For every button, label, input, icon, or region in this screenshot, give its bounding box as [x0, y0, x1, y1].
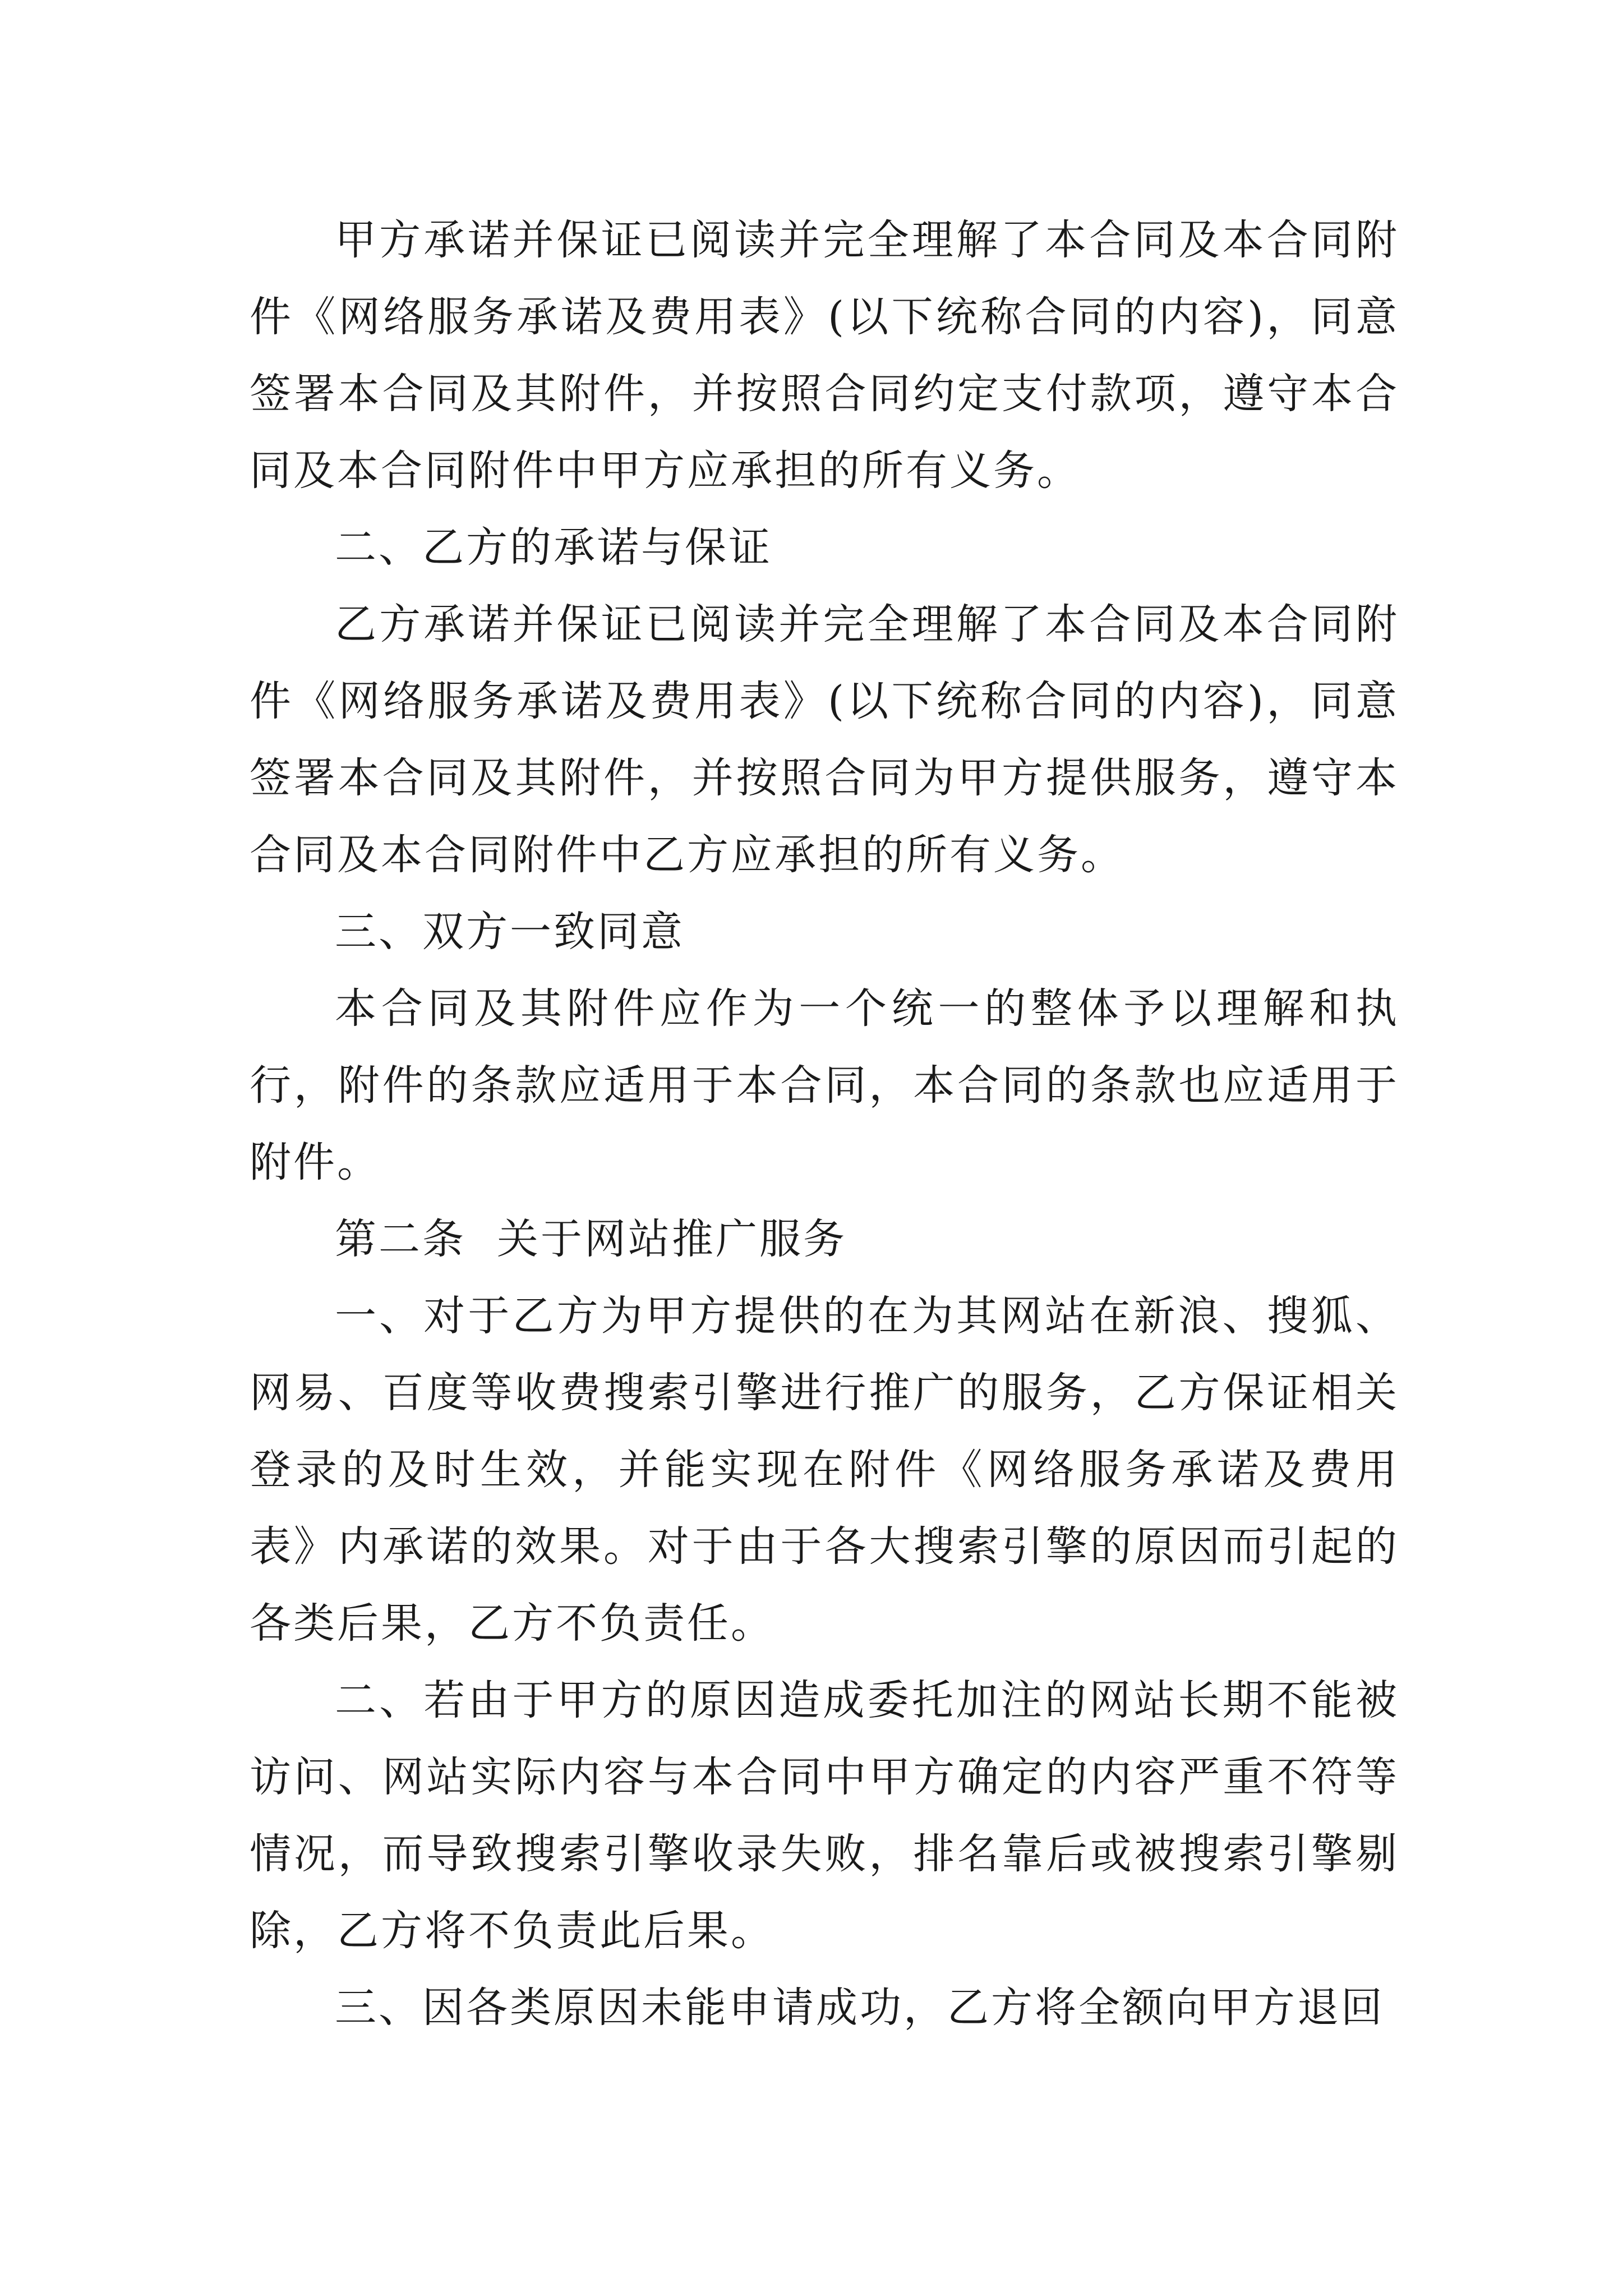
heading-article-two: 第二条 关于网站推广服务	[335, 1215, 847, 1263]
paragraph-party-a-commitment: 甲方承诺并保证已阅读并完全理解了本合同及本合同附件《网络服务承诺及费用表》(以下统称合同的内容)，同意签署本合同及其附件，并按照合同约定支付款项，遵守本合同及本合同附件中甲方应承担的所有义务。	[250, 216, 1399, 495]
heading-mutual-agreement: 三、双方一致同意	[335, 908, 685, 956]
paragraph-article-two-item-one: 一、对于乙方为甲方提供的在为其网站在新浪、搜狐、网易、百度等收费搜索引擎进行推广的服务，乙方保证相关登录的及时生效，并能实现在附件《网络服务承诺及费用表》内承诺的效果。对于由于各大搜索引擎的原因而引起的各类后果，乙方不负责任。	[250, 1292, 1399, 1648]
paragraph-article-two-item-two: 二、若由于甲方的原因造成委托加注的网站长期不能被访问、网站实际内容与本合同中甲方确定的内容严重不符等情况，而导致搜索引擎收录失败，排名靠后或被搜索引擎剔除，乙方将不负责此后果。	[250, 1676, 1399, 1955]
paragraph-mutual-agreement: 本合同及其附件应作为一个统一的整体予以理解和执行，附件的条款应适用于本合同，本合同的条款也应适用于附件。	[250, 984, 1399, 1186]
heading-party-b-commitment: 二、乙方的承诺与保证	[335, 523, 772, 572]
paragraph-party-b-commitment: 乙方承诺并保证已阅读并完全理解了本合同及本合同附件《网络服务承诺及费用表》(以下统称合同的内容)，同意签署本合同及其附件，并按照合同为甲方提供服务，遵守本合同及本合同附件中乙方应承担的所有义务。	[250, 600, 1399, 879]
document-body	[250, 202, 1399, 2046]
paragraph-article-two-item-three: 三、因各类原因未能申请成功，乙方将全额向甲方退回	[335, 1984, 1385, 2032]
